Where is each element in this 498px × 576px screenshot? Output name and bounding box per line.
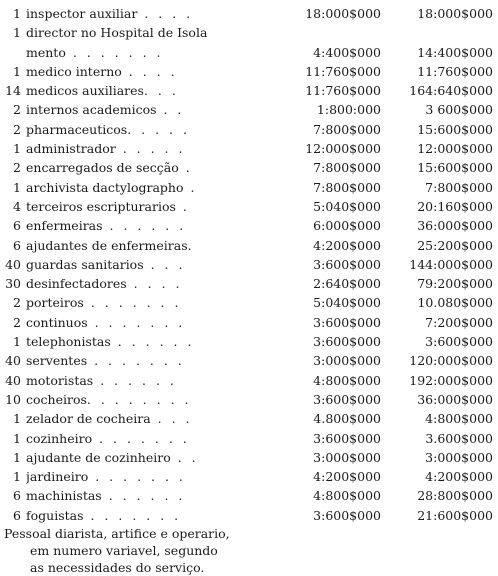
table-row [0, 81, 498, 100]
row-total-salary: 36:000$000 [417, 391, 493, 407]
row-description: jardineiro . . . . . . . [26, 469, 186, 485]
row-description: pharmaceuticos. . . . . [26, 121, 190, 137]
row-quantity: 6 [13, 507, 21, 523]
dot-leader: . . [170, 449, 199, 465]
row-total-salary: 15:600$000 [417, 121, 493, 137]
row-quantity: 1 [13, 63, 21, 79]
row-total-salary: 25:200$000 [417, 237, 493, 253]
row-quantity: 2 [13, 102, 21, 118]
table-row [0, 486, 498, 505]
row-unit-salary: 2:640$000 [313, 276, 381, 292]
row-description: cocheiros. . . . . . . . [26, 391, 192, 407]
row-description: encarregados de secção . [26, 160, 193, 176]
dot-leader: . . . . . . [102, 218, 187, 234]
row-total-salary: 28:800$000 [417, 488, 493, 504]
row-unit-salary: 3:000$000 [313, 449, 381, 465]
table-row [0, 62, 498, 81]
row-quantity: 2 [13, 160, 21, 176]
dot-leader: . . . [150, 411, 193, 427]
row-unit-salary: 4:200$000 [313, 469, 381, 485]
row-unit-salary: 11:760$000 [305, 63, 381, 79]
table-row [0, 467, 498, 486]
dot-leader: . . . . [137, 6, 194, 21]
row-unit-salary: 1:800:000 [316, 102, 381, 118]
dot-leader: . . . . . . . [83, 295, 182, 311]
row-description: enfermeiras . . . . . . [26, 218, 187, 234]
row-description: zelador de cocheira . . . [26, 411, 193, 427]
row-description: director no Hospital de Isola [26, 25, 208, 41]
row-quantity: 1 [13, 430, 21, 446]
dot-leader: . [183, 179, 198, 195]
table-row [0, 409, 498, 428]
dot-leader: . . . . . . [101, 488, 186, 504]
row-quantity: 6 [13, 488, 21, 504]
row-total-salary: 18:000$000 [417, 6, 493, 21]
row-quantity: 1 [13, 6, 21, 21]
row-unit-salary: 12:000$000 [305, 141, 381, 157]
row-unit-salary: 7:800$000 [313, 179, 381, 195]
table-row [0, 236, 498, 255]
dot-leader: . . . . . . . [88, 469, 186, 485]
row-quantity: 6 [13, 237, 21, 253]
row-description: continuos . . . . . . . [26, 314, 186, 330]
dot-leader: . . . . . . . [83, 507, 182, 523]
table-row [0, 351, 498, 370]
row-description: medicos auxiliares. . . [26, 83, 179, 99]
row-total-salary: 21:600$000 [417, 507, 493, 523]
row-description: internos academicos . . [26, 102, 185, 118]
table-row [0, 506, 498, 525]
table-row [0, 120, 498, 139]
row-unit-salary: 3:600$000 [313, 430, 381, 446]
row-quantity: 14 [5, 83, 21, 99]
footnote-line: em numero variavel, segundo [30, 543, 218, 559]
dot-leader: . . . . . . . [87, 314, 186, 330]
row-unit-salary: 3:600$000 [313, 314, 381, 330]
row-unit-salary: 11:760$000 [305, 83, 381, 99]
row-description: ajudante de cozinheiro . . [26, 449, 199, 465]
table-row [0, 100, 498, 119]
row-unit-salary: 5:040$000 [313, 198, 381, 214]
row-unit-salary: 3:600$000 [313, 256, 381, 272]
dot-leader: . . . . [121, 63, 178, 79]
row-description: motoristas . . . . . . [26, 372, 177, 388]
row-total-salary: 3 600$000 [425, 102, 493, 118]
row-description: mento . . . . . . . [26, 44, 164, 60]
row-description: archivista dactylographo . [26, 179, 198, 195]
dot-leader: . . . . . . . . [86, 391, 192, 407]
row-total-salary: 3:000$000 [425, 449, 493, 465]
table-row [0, 448, 498, 467]
dot-leader: . . . . . . . [92, 430, 190, 446]
row-description: machinistas . . . . . . [26, 488, 186, 504]
row-quantity: 40 [5, 353, 21, 369]
table-row [0, 23, 498, 42]
row-unit-salary: 4.800$000 [313, 411, 381, 427]
row-description: terceiros escripturarios . [26, 198, 190, 214]
row-description: telephonistas . . . . . . [26, 334, 195, 350]
row-unit-salary: 4:800$000 [313, 372, 381, 388]
row-unit-salary: 3:600$000 [313, 391, 381, 407]
table-row [0, 255, 498, 274]
row-quantity: 40 [5, 372, 21, 388]
row-quantity: 2 [13, 121, 21, 137]
row-total-salary: 7:800$000 [425, 179, 493, 195]
footnote-line: Pessoal diarista, artifice e operario, [4, 526, 230, 542]
dot-leader: . . . [143, 256, 186, 272]
dot-leader: . [175, 198, 190, 214]
row-total-salary: 7:200$000 [425, 314, 493, 330]
dot-leader: . . . [143, 83, 179, 99]
row-unit-salary: 6:000$000 [313, 218, 381, 234]
table-row [0, 216, 498, 235]
row-total-salary: 20:160$000 [417, 198, 493, 214]
row-unit-salary: 4:400$000 [313, 44, 381, 60]
table-row [0, 274, 498, 293]
dot-leader: . . . . . . [110, 334, 195, 350]
row-description: administrador . . . . . [26, 141, 186, 157]
row-quantity: 2 [13, 314, 21, 330]
row-quantity: 1 [13, 449, 21, 465]
table-row [0, 390, 498, 409]
row-total-salary: 3:600$000 [425, 334, 493, 350]
row-total-salary: 10.080$000 [417, 295, 493, 311]
table-row [0, 139, 498, 158]
row-total-salary: 4:200$000 [425, 469, 493, 485]
row-description: inspector auxiliar . . . . [26, 6, 194, 21]
row-quantity: 1 [13, 141, 21, 157]
row-total-salary: 3.600$000 [425, 430, 493, 446]
row-unit-salary: 7:800$000 [313, 160, 381, 176]
footnote-line: as necessidades do serviço. [30, 560, 205, 576]
dot-leader: . . . . . . . [65, 44, 164, 60]
row-total-salary: 144:000$000 [409, 256, 493, 272]
row-total-salary: 14:400$000 [417, 44, 493, 60]
row-description: foguistas . . . . . . . [26, 507, 182, 523]
row-unit-salary: 18:000$000 [305, 6, 381, 21]
row-total-salary: 15:600$000 [417, 160, 493, 176]
row-description: desinfectadores . . . . [26, 276, 183, 292]
row-total-salary: 192:000$000 [409, 372, 493, 388]
dot-leader: . . [156, 102, 185, 118]
row-total-salary: 164:640$000 [409, 83, 493, 99]
row-unit-salary: 5:040$000 [313, 295, 381, 311]
personnel-table [0, 4, 498, 576]
row-total-salary: 12:000$000 [417, 141, 493, 157]
dot-leader: . . . . [126, 276, 183, 292]
dot-leader: . . . . . [115, 141, 186, 157]
table-row [0, 313, 498, 332]
row-quantity: 1 [13, 334, 21, 350]
row-total-salary: 79:200$000 [417, 276, 493, 292]
row-description: cozinheiro . . . . . . . [26, 430, 190, 446]
table-row [0, 197, 498, 216]
row-quantity: 30 [5, 276, 21, 292]
dot-leader: . [187, 237, 195, 253]
row-total-salary: 36:000$000 [417, 218, 493, 234]
row-description: medico interno . . . . [26, 63, 178, 79]
row-quantity: 1 [13, 411, 21, 427]
row-quantity: 10 [5, 391, 21, 407]
row-total-salary: 120:000$000 [409, 353, 493, 369]
row-unit-salary: 7:800$000 [313, 121, 381, 137]
table-row [0, 178, 498, 197]
row-description: guardas sanitarios . . . [26, 256, 186, 272]
row-quantity: 1 [13, 179, 21, 195]
row-total-salary: 4:800$000 [425, 411, 493, 427]
row-total-salary: 11:760$000 [417, 63, 493, 79]
row-quantity: 40 [5, 256, 21, 272]
row-quantity: 4 [13, 198, 21, 214]
row-unit-salary: 4:200$000 [313, 237, 381, 253]
row-description: serventes . . . . . . . [26, 353, 185, 369]
table-row [0, 371, 498, 390]
table-row [0, 293, 498, 312]
row-unit-salary: 3:600$000 [313, 507, 381, 523]
table-row [0, 158, 498, 177]
row-quantity: 6 [13, 218, 21, 234]
table-row [0, 332, 498, 351]
row-quantity: 1 [13, 25, 21, 41]
row-unit-salary: 3:600$000 [313, 334, 381, 350]
table-row [0, 43, 498, 62]
row-description: porteiros . . . . . . . [26, 295, 182, 311]
dot-leader: . . . . . . . [87, 353, 185, 369]
row-unit-salary: 4:800$000 [313, 488, 381, 504]
row-quantity: 1 [13, 469, 21, 485]
dot-leader: . [178, 160, 193, 176]
dot-leader: . . . . . [127, 121, 190, 137]
row-unit-salary: 3:000$000 [313, 353, 381, 369]
dot-leader: . . . . . . [93, 372, 177, 388]
table-row [0, 429, 498, 448]
row-quantity: 2 [13, 295, 21, 311]
row-description: ajudantes de enfermeiras. [26, 237, 195, 253]
table-row [0, 4, 498, 23]
